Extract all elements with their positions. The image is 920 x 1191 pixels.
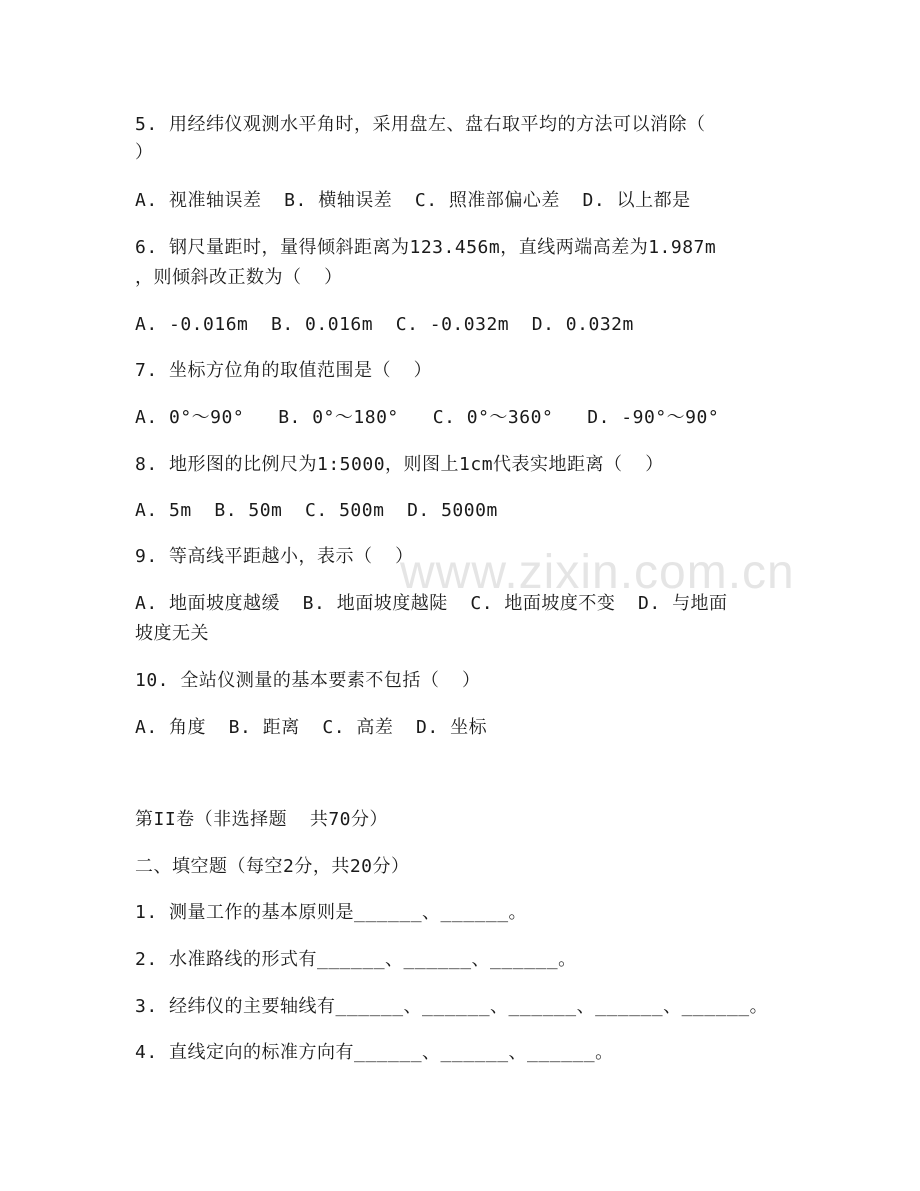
fill-blank-1: 1. 测量工作的基本原则是______、______。 xyxy=(135,902,528,923)
watermark: www.zixin.com.cn xyxy=(400,546,795,599)
question-7-options: A. 0°～90° B. 0°～180° C. 0°～360° D. -90°～90° xyxy=(135,407,720,428)
question-5-stem-line2: ） xyxy=(135,142,154,163)
fill-blank-4: 4. 直线定向的标准方向有______、______、______。 xyxy=(135,1042,614,1063)
question-10-stem: 10. 全站仪测量的基本要素不包括（ ） xyxy=(135,670,481,691)
question-8-options: A. 5m B. 50m C. 500m D. 5000m xyxy=(135,500,498,521)
fill-blank-3: 3. 经纬仪的主要轴线有______、______、______、______、______。 xyxy=(135,996,769,1017)
question-6-options: A. -0.016m B. 0.016m C. -0.032m D. 0.032m xyxy=(135,314,634,335)
question-8-stem: 8. 地形图的比例尺为1:5000，则图上1cm代表实地距离（ ） xyxy=(135,454,664,475)
question-9-options-line1: A. 地面坡度越缓 B. 地面坡度越陡 C. 地面坡度不变 D. 与地面 xyxy=(135,593,728,614)
question-5-options: A. 视准轴误差 B. 横轴误差 C. 照准部偏心差 D. 以上都是 xyxy=(135,190,691,211)
fill-blank-2: 2. 水准路线的形式有______、______、______。 xyxy=(135,949,577,970)
question-10-options: A. 角度 B. 距离 C. 高差 D. 坐标 xyxy=(135,717,488,738)
question-6-stem-line1: 6. 钢尺量距时，量得倾斜距离为123.456m，直线两端高差为1.987m xyxy=(135,237,717,258)
question-7-stem: 7. 坐标方位角的取值范围是（ ） xyxy=(135,360,433,381)
section-title: 第II卷（非选择题 共70分） xyxy=(135,809,389,830)
question-9-stem: 9. 等高线平距越小，表示（ ） xyxy=(135,546,414,567)
question-5-stem-line1: 5. 用经纬仪观测水平角时，采用盘左、盘右取平均的方法可以消除（ xyxy=(135,114,706,135)
question-6-stem-line2: ，则倾斜改正数为（ ） xyxy=(135,267,343,288)
part-title: 二、填空题（每空2分，共20分） xyxy=(135,856,410,877)
question-9-options-line2: 坡度无关 xyxy=(135,623,209,644)
